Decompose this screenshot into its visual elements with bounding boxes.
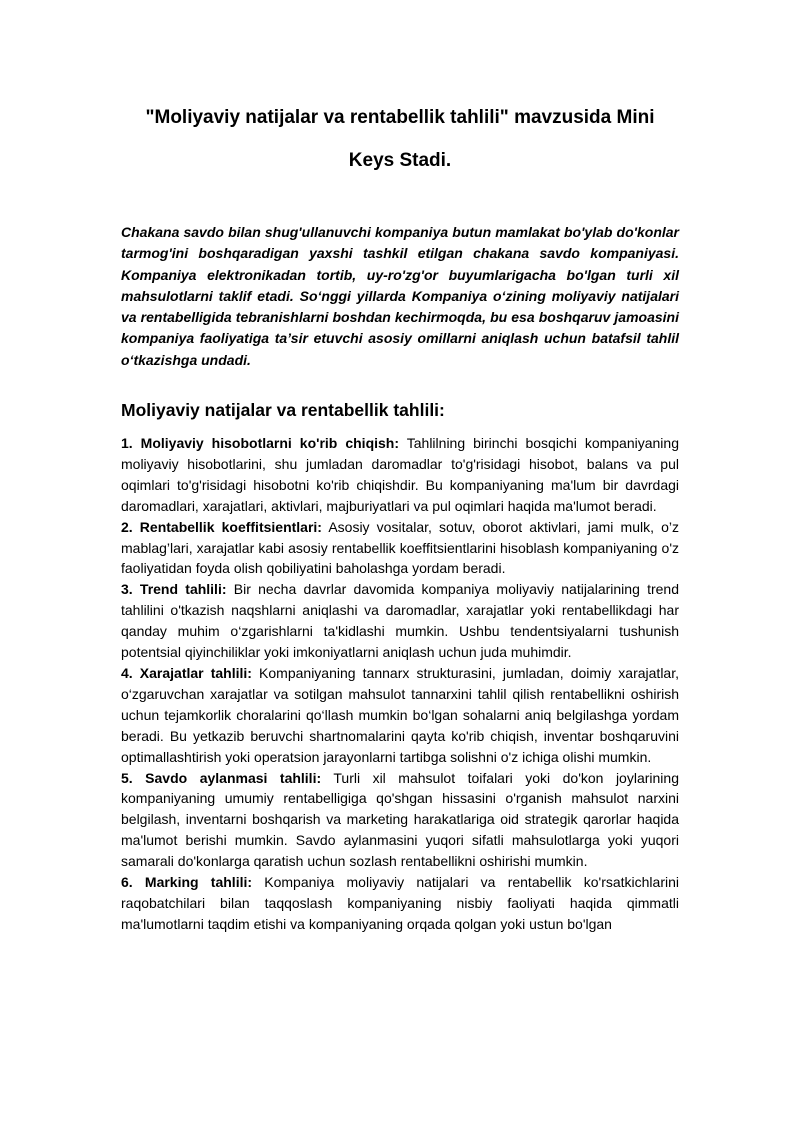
list-item-label: 1. Moliyaviy hisobotlarni ko'rib chiqish: — [121, 435, 400, 451]
list-item-label: 4. Xarajatlar tahlili: — [121, 664, 252, 681]
section-heading: Moliyaviy natijalar va rentabellik tahlili: — [121, 400, 445, 420]
list-item-text: Turli xil mahsulot toifalari yoki do'kon joylarining kompaniyaning umumiy rentabelligiga qo'shgan hissasini o'rganish mahsulot narxini belgilash, inventarni boshqarish va marketing harakatlariga oid strategik qarorlar haqida ma'lumot berishi mumkin. Savdo aylanmasini yuqori sifatli mahsulotlarga yoki yuqori samarali do'konlarga qaratish uchun sozlash rentabellikni oshirishi mumkin. — [121, 769, 679, 870]
list-item-label: 3. Trend tahlili: — [121, 581, 227, 598]
analysis-list — [121, 433, 679, 935]
page-title-line-1: "Moliyaviy natijalar va rentabellik tahlili" mavzusida Mini — [145, 107, 655, 128]
intro-paragraph: Chakana savdo bilan shug'ullanuvchi kompaniya butun mamlakat bo'ylab do'konlar tarmog'ini boshqaradigan yaxshi tashkil etilgan chakana savdo kompaniyasi. Kompaniya elektronikadan tortib, uy-ro'zg'or buyumlarigacha bo'lgan turli xil mahsulotlarni taklif etadi. So‘nggi yillarda Kompaniya o‘zining moliyaviy natijalari va rentabelligida tebranishlarni boshdan kechirmoqda, bu esa boshqaruv jamoasini kompaniya faoliyatiga ta’sir etuvchi asosiy omillarni aniqlash uchun batafsil tahlil o‘tkazishga undadi. — [121, 224, 679, 368]
list-item-text: Kompaniyaning tannarx strukturasini, jumladan, doimiy xarajatlar, o‘zgaruvchan xarajatlar va sotilgan mahsulot tannarxini tahlil qilish rentabellikni oshirish uchun tejamkorlik choralarini qo‘llash mumkin bo‘lgan sohalarni aniq belgilashga yordam beradi. Bu yetkazib beruvchi shartnomalarini qayta ko'rib chiqish, inventar boshqaruvini optimallashtirish yoki operatsion jarayonlarni tartibga solishni o'z ichiga olishi mumkin. — [121, 664, 679, 765]
list-item-text: Tahlilning birinchi bosqichi kompaniyaning moliyaviy hisobotlarini, shu jumladan daromadlar to'g'risidagi hisobot, balans va pul oqimlari to'g'risidagi hisobotni ko'rib chiqishdir. Bu kompaniyaning ma'lum bir davrdagi daromadlari, xarajatlari, aktivlari, majburiyatlari va pul oqimlari haqida ma'lumot beradi. — [121, 435, 679, 514]
list-item — [121, 663, 679, 768]
list-item — [121, 768, 679, 873]
list-item-label: 6. Marking tahlili: — [121, 874, 253, 891]
list-item-text: Kompaniya moliyaviy natijalari va rentabellik ko'rsatkichlarini raqobatchilari bilan taqqoslash kompaniyaning nisbiy faoliyati haqida qimmatli ma'lumotlarni taqdim etishi va kompaniyaning orqada qolgan yoki ustun bo'lgan — [121, 874, 679, 932]
list-item-label: 5. Savdo aylanmasi tahlili: — [121, 769, 322, 786]
list-item — [121, 579, 679, 663]
list-item-text: Asosiy vositalar, sotuv, oborot aktivlari, jami mulk, o’z mablag’lari, xarajatlar kabi asosiy rentabellik koeffitsientlarini hisoblash kompaniyaning o'z faoliyatidan foyda olish qobiliyatini baholashga yordam beradi. — [121, 518, 680, 577]
list-item — [121, 872, 679, 935]
page-title-line-2: Keys Stadi. — [348, 150, 452, 171]
list-item — [121, 517, 679, 580]
list-item — [121, 433, 679, 517]
list-item-text: Bir necha davrlar davomida kompaniya moliyaviy natijalarining trend tahlilini o'tkazish naqshlarni aniqlashi va daromadlar, xarajatlar yoki rentabellikdagi har qanday muhim o‘zgarishlarni ta'kidlashi mumkin. Ushbu tendentsiyalarni tushunish potentsial qiyinchiliklar yoki imkoniyatlarni aniqlash uchun juda muhimdir. — [121, 581, 680, 661]
list-item-label: 2. Rentabellik koeffitsientlari: — [121, 518, 322, 535]
